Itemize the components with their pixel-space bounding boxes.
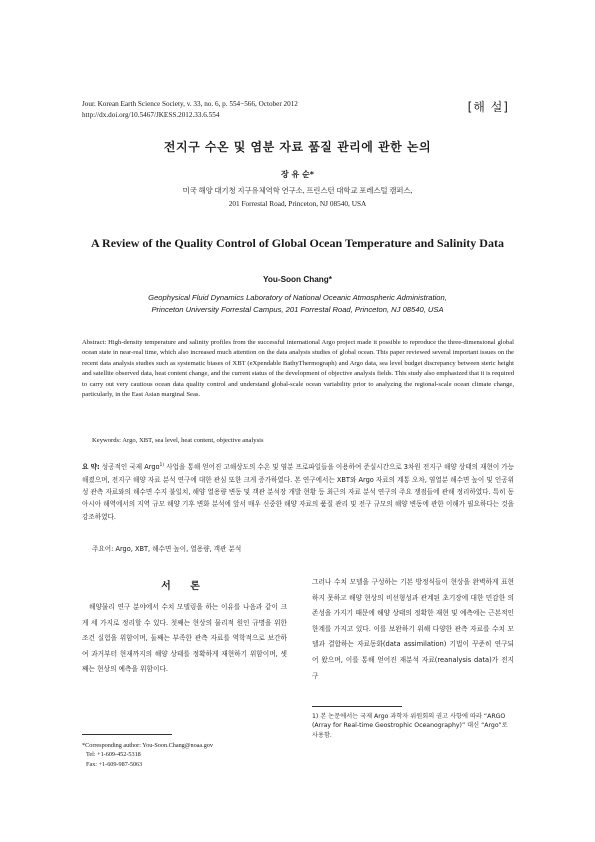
keywords-label: Keywords: bbox=[92, 437, 121, 444]
body-left-column: 해양물리 연구 분야에서 수치 모델링을 하는 이유를 나음과 같이 크게 세 가지로 정리할 수 있다. 첫째는 현상의 물리적 원인 규명을 위한 조건 실험을 위함이며, 둘째는 부족한 관측 자료를 역학적으로 보간하여 과거부터 현재까지의 해양 상태를 정확하게 재현하기 위함이며, 셋째는 현상의 예측을 위함이다. bbox=[82, 603, 287, 674]
english-affiliation bbox=[60, 292, 535, 316]
doi-link[interactable]: http://dx.doi.org/10.5467/JKESS.2012.33.6.554 bbox=[82, 111, 220, 119]
korean-abstract-label: 요 약: bbox=[82, 463, 100, 472]
english-abstract bbox=[82, 338, 514, 400]
korean-keywords-label: 주요어: bbox=[92, 545, 114, 553]
corresponding-fax: Fax: +1-609-987-5063 bbox=[86, 760, 143, 768]
body-right-column: 그러나 수치 모델을 구성하는 기본 방정식들이 현상을 완벽하게 표현하지 못하고 해양 현상의 비선형성과 관계된 초기장에 대한 민감한 의존성을 가지기 때문에 해양 상태의 정확한 재현 및 예측에는 근본적인 한계를 가지고 있다. 이를 보완하기 위해 다양한 관측 자료를 수치 모델과 결합하는 자료동화(data assimilation) 기법이 꾸준히 연구되어 왔으며, 이를 통해 얻어진 재분석 자료(reanalysis data)가 전지구 bbox=[312, 578, 514, 680]
keywords-list: Argo, XBT, sea level, heat content, objective analysis bbox=[122, 437, 264, 444]
english-title: A Review of the Quality Control of Global Ocean Temperature and Salinity Data bbox=[91, 236, 504, 250]
journal-header bbox=[82, 99, 298, 121]
korean-title: 전지구 수온 및 염분 자료 품질 관리에 관한 논의 bbox=[163, 140, 432, 154]
korean-author: 장 유 순* bbox=[281, 170, 314, 179]
corresponding-tel: Tel: +1-609-452-5318 bbox=[86, 751, 141, 759]
english-affiliation-line-2: Princeton University Forrestal Campus, 201 Forrestal Road, Princeton, NJ 08540, USA bbox=[151, 305, 444, 314]
abstract-text: High-density temperature and salinity profiles from the successful international Argo project made it possible to reproduce the three-dimensional global ocean state in near-real time, which also increased much attention on the data analysis studies of global ocean. This paper reviewed several important issues on the recent data analysis studies such as systematic biases of XBT (eXpendable BathyThermograph) and Argo data, sea level budget discrepancy between steric height and satellite observed data, heat content change, and the current status of the development of objective analysis fields. This study also emphasized that it is required to carry out very cautious ocean data quality control and understand global-scale ocean variability prior to analyzing the regional-scale ocean climate change, particularly, in the East Asian marginal Seas. bbox=[82, 339, 515, 399]
section-heading: 서 론 bbox=[161, 581, 208, 592]
english-keywords bbox=[92, 437, 264, 444]
footnote-ref-1[interactable]: 1) bbox=[159, 463, 165, 468]
korean-abstract-text-rest: 사업을 통해 얻어진 고해상도의 수온 및 염분 프로파일들을 이용하여 준실시간으로 3차원 전지구 해양 상태의 재현이 가능해졌으며, 전지구 해양 자료 분석 연구에 대한 관심 또한 크게 증가하였다. 본 연구에서는 XBT와 Argo 자료의 계통 오차, 염열분 해수면 높이 및 인공위성 관측 자료와의 해수면 수지 불일치, 해양 열용량 변동 및 객관 분석장 개발 현황 등 최근의 자료 분석 연구의 주요 쟁점들에 관해 정리하였다. 특히 동아시아 해역에서의 지역 규모 해양 기후 변화 분석에 앞서 매우 신중한 해양 자료의 품질 관리 및 전구 규모의 해양 변동에 관한 이해가 필요하다는 것을 강조하였다. bbox=[82, 463, 515, 521]
korean-keywords-list: Argo, XBT, 해수면 높이, 열용량, 객관 분석 bbox=[115, 545, 242, 553]
section-tag: [해 설] bbox=[467, 100, 509, 114]
english-author: You-Soon Chang* bbox=[263, 275, 332, 284]
footnote-divider-right bbox=[312, 706, 402, 707]
footnote-divider-left bbox=[82, 734, 172, 735]
corresponding-email: *Corresponding author: You-Soon.Chang@noaa.gov bbox=[82, 742, 213, 749]
korean-affiliation-line-2: 201 Forrestal Road, Princeton, NJ 08540, USA bbox=[228, 199, 367, 208]
korean-keywords bbox=[92, 543, 241, 553]
korean-affiliation bbox=[0, 184, 595, 210]
korean-abstract bbox=[82, 460, 514, 523]
abstract-label: Abstract: bbox=[82, 339, 107, 346]
korean-affiliation-line-1: 미국 해양 대기청 지구유체역학 연구소, 프린스턴 대학교 포레스털 캠퍼스, bbox=[182, 186, 413, 195]
korean-abstract-text-start: 성공적인 국제 Argo bbox=[101, 463, 160, 472]
corresponding-author-footnote bbox=[82, 741, 287, 769]
english-affiliation-line-1: Geophysical Fluid Dynamics Laboratory of National Oceanic Atmospheric Administration, bbox=[148, 293, 447, 302]
journal-citation: Jour. Korean Earth Science Society, v. 33, no. 6, p. 554−566, October 2012 bbox=[82, 100, 298, 108]
footnote-1: 1) 본 논문에서는 국제 Argo 과학자 위원회의 권고 사항에 따라 “ARGO (Array for Real-time Geostrophic Oceanography)” 대신 “Argo”로 사용함. bbox=[312, 713, 508, 739]
